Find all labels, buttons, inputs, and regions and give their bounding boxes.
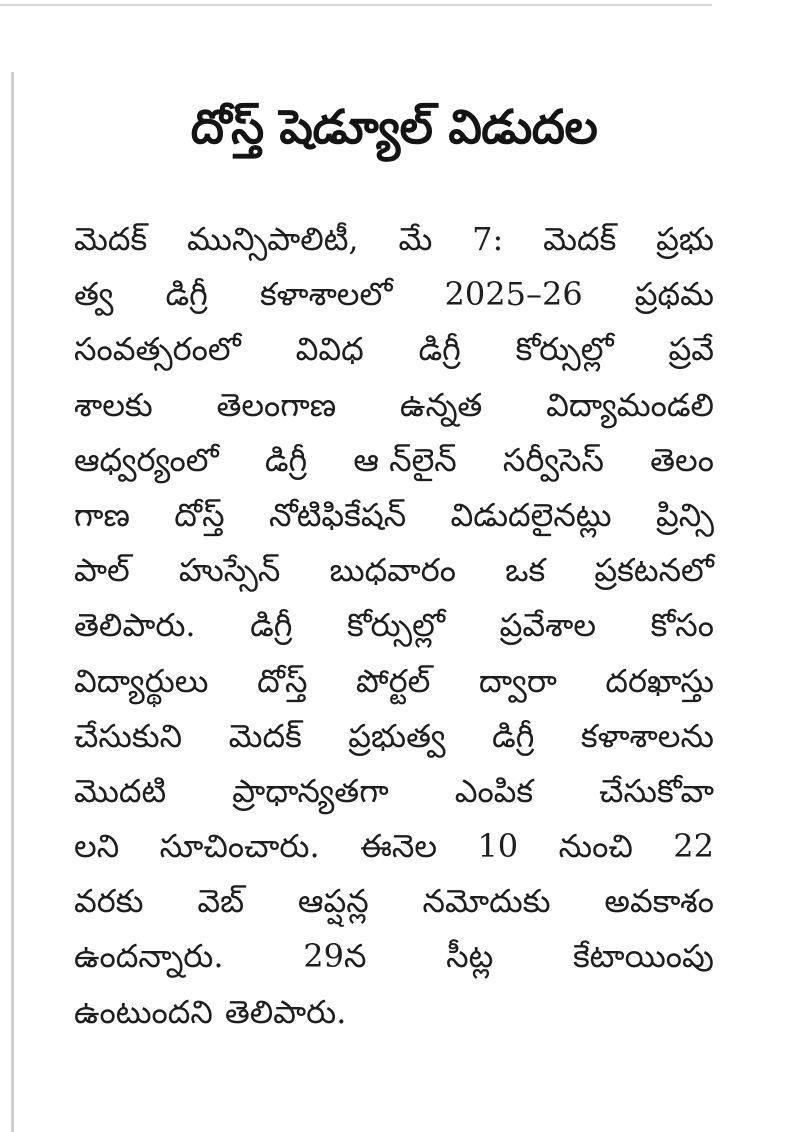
article-body-line (74, 433, 714, 488)
article-word: ప్రవే (668, 330, 714, 369)
article-word: ఆధ్వర్యంలో (74, 440, 219, 479)
article-word: కళాశాలలో (259, 275, 393, 314)
article-word: వివిధ (295, 330, 364, 369)
article-word: దోస్త్ (257, 661, 308, 700)
article-word: చేసుకుని (74, 716, 183, 755)
article-word: హుస్సేన్ (178, 551, 281, 590)
article-word: డిగ్రీ (418, 330, 461, 369)
article-word: కళాశాలను (580, 716, 714, 755)
article-word: వెబ్ (197, 882, 245, 921)
article-word: మెదక్ (543, 220, 617, 258)
article-word: 22 (673, 827, 714, 866)
article-word: 7: (472, 220, 504, 258)
article-word: 29న (303, 937, 367, 976)
article-body-line (74, 764, 714, 819)
article-word: దోస్త్ (174, 495, 225, 534)
article-word: ఎంపిక (454, 771, 534, 810)
article-word: పాల్ (74, 551, 130, 590)
article-word: విడుదలైనట్లు (450, 495, 612, 534)
article-word: దరఖాస్తు (605, 661, 714, 700)
article-body-line (74, 488, 714, 543)
article-word: డిగ్రీ (492, 716, 535, 755)
article-word: మెదక్ (228, 716, 302, 755)
article-word: మెదక్ (74, 220, 148, 258)
article-word: విద్యామండలి (546, 385, 714, 424)
article-word: అవకాశం (604, 882, 714, 921)
article-word: ఉందన్నారు. (74, 937, 224, 976)
article-word: త్వ (74, 275, 114, 314)
article-word: శాలకు (74, 385, 153, 424)
article-word: నుంచి (558, 827, 633, 866)
article-word: తెలిపారు. (224, 992, 347, 1031)
article-word: ప్రభుత్వ (348, 716, 446, 755)
article-word: ప్రభు (656, 220, 714, 258)
article-word: కేటాయింపు (572, 937, 714, 976)
article-word: డిగ్రీ (250, 606, 293, 645)
article-word: మున్సిపాలిటీ, (187, 220, 359, 258)
article-body-line (74, 874, 714, 929)
article-word: లని (74, 827, 120, 866)
article-word: గాణ (74, 495, 130, 534)
article-word: ప్రాధాన్యతగా (232, 771, 389, 810)
article-word: తెలిపారు. (74, 606, 196, 645)
article-word: డిగ్రీ (165, 275, 208, 314)
article-word: ద్వారా (478, 661, 557, 700)
article-word: చేసుకోవా (599, 771, 714, 810)
article-body-line (74, 985, 714, 1040)
article-body-line (74, 709, 714, 764)
article-word: సీట్ల (446, 937, 494, 976)
top-border-rule (0, 0, 712, 6)
article-word: ప్రిన్సి (655, 495, 714, 534)
article-word: సంవత్సరంలో (74, 330, 241, 369)
article-word: కోర్సుల్లో (347, 606, 446, 645)
article-word: ప్రకటనలో (594, 551, 714, 590)
article-body (74, 212, 714, 1040)
article-word: సర్వీసెస్ (502, 440, 604, 479)
news-article (74, 88, 714, 1040)
article-body-line (74, 267, 714, 322)
article-word: కోర్సుల్లో (515, 330, 614, 369)
article-body-line (74, 543, 714, 598)
article-word: తెలం (650, 440, 714, 479)
article-word: సూచించారు. (159, 827, 320, 866)
article-word: పోర్టల్ (356, 661, 431, 700)
article-word: నమోదుకు (422, 882, 551, 921)
article-headline: దోస్త్ షెడ్యూల్ విడుదల (190, 100, 598, 155)
article-word: ఉంటుందని (74, 992, 213, 1031)
article-body-line (74, 378, 714, 433)
article-word: నోటిఫికేషన్ (268, 495, 407, 534)
article-word: ఆ న్‌లైన్ (353, 440, 457, 479)
article-word: డిగ్రీ (264, 440, 308, 479)
article-body-line (74, 819, 714, 874)
article-word: 10 (477, 827, 519, 866)
article-word: ఉన్నత (399, 385, 483, 424)
article-word: తెలంగాణ (216, 385, 337, 424)
column-divider-rule (11, 72, 14, 1132)
article-body-line (74, 322, 714, 377)
article-word: ఈనెల (360, 827, 438, 866)
article-word: ప్రవేశాల (499, 606, 597, 645)
article-body-line (74, 654, 714, 709)
article-word: మే (398, 220, 433, 258)
article-word: కోసం (650, 606, 714, 645)
article-word: వరకు (74, 882, 144, 921)
article-body-line (74, 598, 714, 653)
article-word: బుధవారం (329, 551, 456, 590)
article-word: ఒక (505, 551, 546, 590)
article-body-line (74, 929, 714, 984)
article-word: ఆప్షన్ల (297, 882, 369, 921)
article-word: మొదటి (74, 771, 167, 810)
article-word: ప్రథమ (634, 275, 714, 314)
article-word: విద్యార్థులు (74, 661, 209, 700)
article-word: 2025–26 (444, 275, 583, 314)
article-body-line (74, 212, 714, 267)
